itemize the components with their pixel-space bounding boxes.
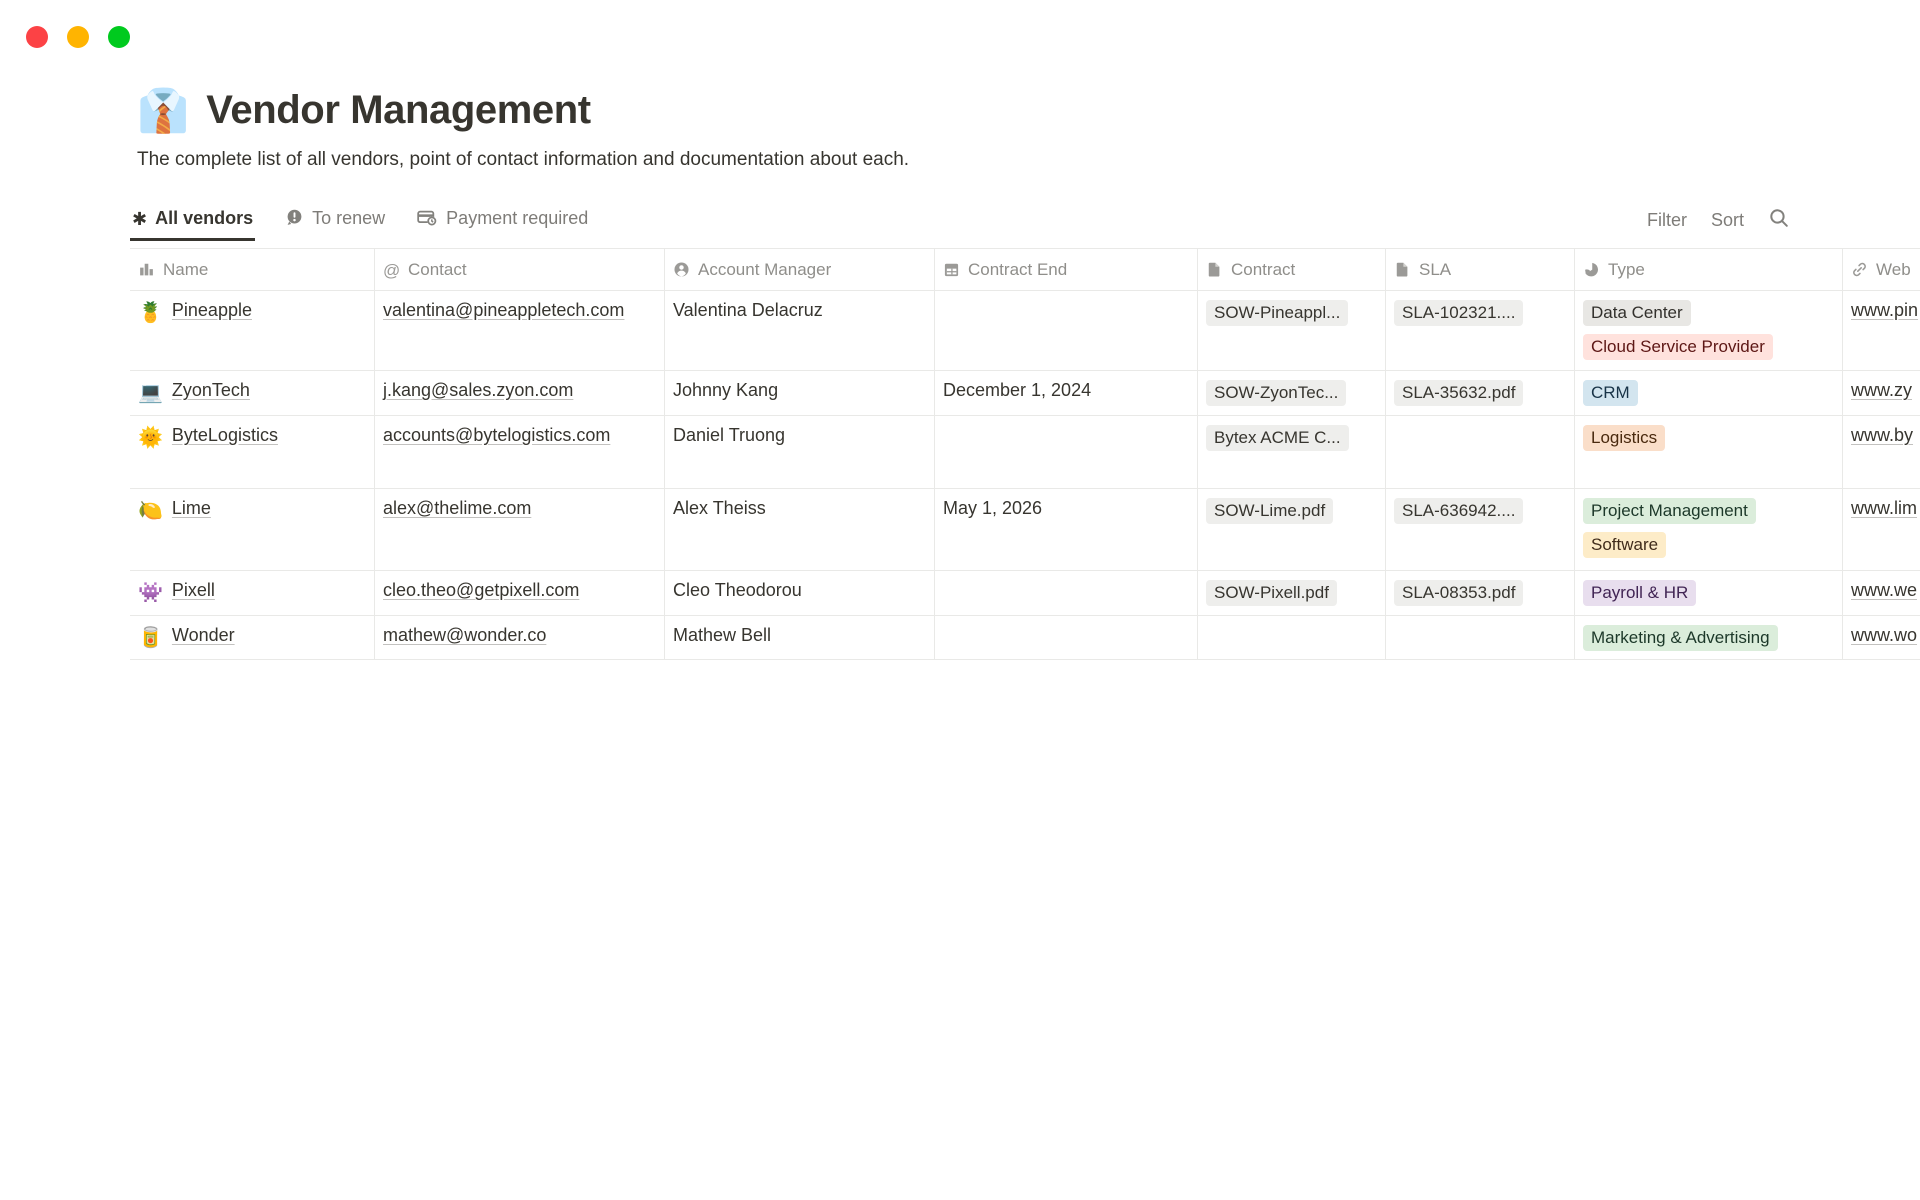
vendor-name-link[interactable]: Lime: [171, 498, 211, 518]
close-button[interactable]: [26, 26, 48, 48]
table-row: [130, 371, 1920, 416]
type-tag[interactable]: Marketing & Advertising: [1583, 625, 1778, 651]
contact-email-link[interactable]: valentina@pineappletech.com: [383, 300, 625, 320]
type-cell[interactable]: [1575, 371, 1843, 415]
contract-end-cell[interactable]: [935, 616, 1198, 659]
sla-file-cell[interactable]: [1386, 616, 1575, 659]
table-row: [130, 291, 1920, 371]
contract-file-cell[interactable]: [1198, 416, 1386, 488]
link-icon: [1851, 261, 1868, 278]
account-manager-name: Daniel Truong: [673, 425, 786, 445]
vendor-name-cell[interactable]: [130, 616, 375, 659]
contract-file-pill[interactable]: SOW-Pineappl...: [1206, 300, 1348, 326]
table-header-row: [130, 248, 1920, 291]
account-manager-cell[interactable]: [665, 371, 935, 415]
type-tag[interactable]: Project Management: [1583, 498, 1756, 524]
contract-file-pill[interactable]: SOW-Lime.pdf: [1206, 498, 1333, 524]
contact-cell[interactable]: [375, 616, 665, 659]
vendor-emoji: 👾: [138, 582, 163, 604]
renew-alert-icon: [285, 208, 304, 230]
view-toolbar: [130, 199, 1790, 241]
vendor-name-link[interactable]: Pixell: [171, 580, 215, 600]
web-cell[interactable]: [1843, 571, 1920, 615]
column-header-contact[interactable]: [375, 249, 665, 290]
sla-file-cell[interactable]: [1386, 416, 1575, 488]
type-cell[interactable]: [1575, 616, 1843, 659]
type-tag[interactable]: CRM: [1583, 380, 1638, 406]
column-header-contract[interactable]: [1198, 249, 1386, 290]
column-label: Contract: [1231, 259, 1296, 279]
vendor-name-cell[interactable]: [130, 571, 375, 615]
account-manager-cell[interactable]: [665, 416, 935, 488]
sla-file-pill[interactable]: SLA-35632.pdf: [1394, 380, 1523, 406]
type-tag[interactable]: Software: [1583, 532, 1666, 558]
type-tag[interactable]: Cloud Service Provider: [1583, 334, 1773, 360]
tab-payment-required[interactable]: [415, 199, 590, 241]
search-icon[interactable]: [1768, 207, 1790, 234]
account-manager-name: Cleo Theodorou: [673, 580, 802, 600]
contract-end-date: December 1, 2024: [943, 380, 1092, 400]
contract-end-cell[interactable]: [935, 291, 1198, 370]
contact-cell[interactable]: [375, 371, 665, 415]
account-manager-name: Johnny Kang: [673, 380, 779, 400]
column-header-contract-end[interactable]: [935, 249, 1198, 290]
account-manager-cell[interactable]: [665, 291, 935, 370]
contact-email-link[interactable]: mathew@wonder.co: [383, 625, 547, 645]
vendor-name-link[interactable]: ZyonTech: [171, 380, 250, 400]
sla-file-pill[interactable]: SLA-102321....: [1394, 300, 1523, 326]
contact-cell[interactable]: [375, 489, 665, 570]
vendor-table: [130, 248, 1920, 660]
column-label: Contract End: [968, 259, 1068, 279]
sla-file-cell[interactable]: [1386, 291, 1575, 370]
vendor-emoji: 🍋: [138, 500, 163, 522]
file-icon: [1394, 261, 1411, 278]
asterisk-icon: ✱: [132, 208, 148, 229]
payment-card-icon: [417, 208, 438, 230]
contract-file-cell[interactable]: [1198, 489, 1386, 570]
table-row: [130, 571, 1920, 616]
contract-file-pill[interactable]: SOW-ZyonTec...: [1206, 380, 1346, 406]
vendor-name-cell[interactable]: [130, 291, 375, 370]
type-cell[interactable]: [1575, 571, 1843, 615]
column-header-sla[interactable]: [1386, 249, 1575, 290]
building-icon: [138, 261, 155, 278]
contact-email-link[interactable]: j.kang@sales.zyon.com: [383, 380, 574, 400]
contact-cell[interactable]: [375, 291, 665, 370]
web-cell[interactable]: [1843, 291, 1920, 370]
contract-file-pill[interactable]: SOW-Pixell.pdf: [1206, 580, 1337, 606]
contact-email-link[interactable]: accounts@bytelogistics.com: [383, 425, 611, 445]
tab-label: To renew: [312, 208, 386, 228]
vendor-name-cell[interactable]: [130, 371, 375, 415]
column-label: SLA: [1419, 259, 1452, 279]
at-icon: @: [383, 261, 401, 280]
sla-file-cell[interactable]: [1386, 571, 1575, 615]
page-subtitle[interactable]: The complete list of all vendors, point of contact information and documentation about each.: [137, 149, 910, 170]
contract-file-cell[interactable]: [1198, 291, 1386, 370]
contact-cell[interactable]: [375, 571, 665, 615]
website-link[interactable]: www.zy: [1851, 380, 1913, 400]
calendar-icon: [943, 261, 960, 278]
page-icon-necktie-emoji[interactable]: 👔: [137, 86, 190, 134]
sla-file-cell[interactable]: [1386, 371, 1575, 415]
website-link[interactable]: www.wo: [1851, 625, 1918, 645]
website-link[interactable]: www.by: [1851, 425, 1914, 445]
contact-cell[interactable]: [375, 416, 665, 488]
tab-all-vendors[interactable]: [130, 199, 255, 241]
account-manager-cell[interactable]: [665, 571, 935, 615]
page-title[interactable]: Vendor Management: [206, 88, 591, 132]
vendor-emoji: 💻: [138, 382, 163, 404]
column-header-web[interactable]: [1843, 249, 1920, 290]
type-cell[interactable]: [1575, 291, 1843, 370]
pie-icon: [1583, 261, 1600, 278]
vendor-name-link[interactable]: Pineapple: [171, 300, 252, 320]
type-tag[interactable]: Data Center: [1583, 300, 1691, 326]
contract-file-cell[interactable]: [1198, 571, 1386, 615]
contact-email-link[interactable]: alex@thelime.com: [383, 498, 532, 518]
account-manager-name: Alex Theiss: [673, 498, 766, 518]
file-icon: [1206, 261, 1223, 278]
account-manager-name: Mathew Bell: [673, 625, 772, 645]
contract-end-date: May 1, 2026: [943, 498, 1043, 518]
filter-button[interactable]: Filter: [1646, 209, 1687, 230]
minimize-button[interactable]: [67, 26, 89, 48]
web-cell[interactable]: [1843, 489, 1920, 570]
vendor-emoji: 🥫: [138, 627, 163, 649]
type-tag[interactable]: Payroll & HR: [1583, 580, 1696, 606]
view-tabs: [130, 199, 590, 241]
sla-file-pill[interactable]: SLA-636942....: [1394, 498, 1523, 524]
column-label: Account Manager: [698, 259, 832, 279]
window-controls: [26, 26, 130, 48]
website-link[interactable]: www.we: [1851, 580, 1918, 600]
account-manager-name: Valentina Delacruz: [673, 300, 823, 320]
table-row: [130, 616, 1920, 660]
website-link[interactable]: www.pin: [1851, 300, 1919, 320]
contract-file-cell[interactable]: [1198, 371, 1386, 415]
contract-file-cell[interactable]: [1198, 616, 1386, 659]
column-label: Type: [1608, 259, 1645, 279]
column-label: Contact: [408, 259, 467, 279]
contract-end-cell[interactable]: [935, 489, 1198, 570]
account-manager-cell[interactable]: [665, 489, 935, 570]
column-header-name[interactable]: [130, 249, 375, 290]
vendor-name-link[interactable]: Wonder: [171, 625, 235, 645]
sla-file-pill[interactable]: SLA-08353.pdf: [1394, 580, 1523, 606]
sla-file-cell[interactable]: [1386, 489, 1575, 570]
column-header-account-manager[interactable]: [665, 249, 935, 290]
zoom-button[interactable]: [108, 26, 130, 48]
person-icon: [673, 261, 690, 278]
column-header-type[interactable]: [1575, 249, 1843, 290]
web-cell[interactable]: [1843, 616, 1920, 659]
web-cell[interactable]: [1843, 416, 1920, 488]
contract-end-cell[interactable]: [935, 571, 1198, 615]
vendor-emoji: 🌞: [138, 427, 163, 449]
contract-end-cell[interactable]: [935, 371, 1198, 415]
tab-label: All vendors: [155, 208, 254, 228]
column-label: Name: [163, 259, 209, 279]
sort-button[interactable]: Sort: [1710, 209, 1744, 230]
column-label: Web: [1876, 259, 1911, 279]
contract-file-pill[interactable]: Bytex ACME C...: [1206, 425, 1349, 451]
web-cell[interactable]: [1843, 371, 1920, 415]
type-cell[interactable]: [1575, 416, 1843, 488]
website-link[interactable]: www.lim: [1851, 498, 1917, 518]
type-tag[interactable]: Logistics: [1583, 425, 1665, 451]
contact-email-link[interactable]: cleo.theo@getpixell.com: [383, 580, 580, 600]
tab-to-renew[interactable]: [283, 199, 387, 241]
vendor-name-cell[interactable]: [130, 416, 375, 488]
table-row: [130, 489, 1920, 571]
account-manager-cell[interactable]: [665, 616, 935, 659]
type-cell[interactable]: [1575, 489, 1843, 570]
table-row: [130, 416, 1920, 489]
tab-label: Payment required: [446, 208, 589, 228]
vendor-emoji: 🍍: [138, 302, 163, 324]
contract-end-cell[interactable]: [935, 416, 1198, 488]
vendor-name-cell[interactable]: [130, 489, 375, 570]
vendor-name-link[interactable]: ByteLogistics: [171, 425, 278, 445]
